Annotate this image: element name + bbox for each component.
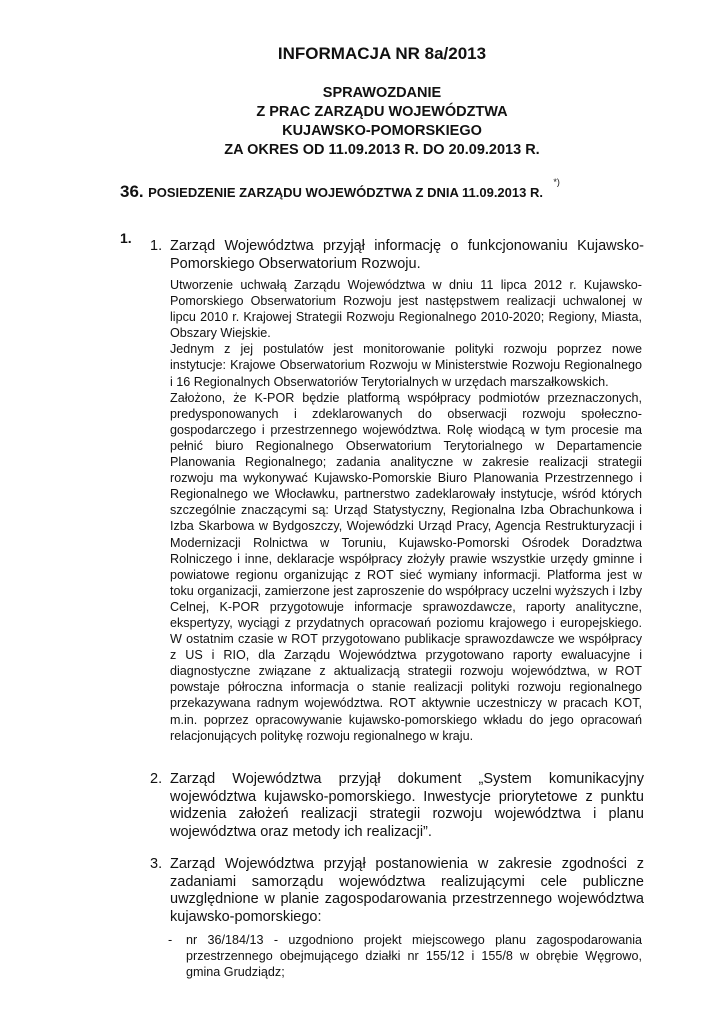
item-text: Zarząd Województwa przyjął informację o funkcjonowaniu Kujawsko-Pomorskiego Obserwatorium Rozwoju. [170, 238, 644, 272]
subtitle-line: KUJAWSKO-POMORSKIEGO [282, 123, 482, 139]
bullet-item [150, 932, 642, 980]
document-title: INFORMACJA NR 8a/2013 [277, 44, 487, 63]
section-heading [120, 176, 560, 202]
subtitle-line: Z PRAC ZARZĄDU WOJEWÓDZTWA [256, 104, 508, 120]
section-title: POSIEDZENIE ZARZĄDU WOJEWÓDZTWA Z DNIA 11.09.2013 R. [148, 185, 543, 200]
section-number: 36. [120, 182, 144, 201]
point-number: 1. [120, 230, 132, 246]
bullet-dash: - [168, 933, 173, 947]
item-number: 2. [150, 771, 163, 787]
detail-paragraph: Założono, że K-POR będzie platformą współpracy podmiotów przeznaczonych, predysponowanych i zdeklarowanych do obserwacji rozwoju społeczno-gospodarczego i przestrzennego województwa. Rolę wiodącą w tym procesie ma pełnić biuro Regionalnego Obserwatorium Terytorialnego w Departamencie Planowania Regionalnego; zadania analityczne w zakresie realizacji strategii rozwoju ma wykonywać Kujawsko-Pomorskie Biuro Planowania Przestrzennego i Regionalnego we Włocławku, partnerstwo zadeklarowały instytucje, wśród których szczególnie znaczącymi są: Urząd Statystyczny, Regionalna Izba Obrachunkowa i Izba Skarbowa w Bydgoszczy, Wojewódzki Urząd Pracy, Agencja Restrukturyzacji i Modernizacji Rolnictwa w Toruniu, Kujawsko-Pomorski Ośrodek Doradztwa Rolniczego i inne, deklaracje współpracy złożyły prawie wszystkie urzędy gminne i powiatowe regionu organizując z ROT sieć wymiany informacji. Platforma jest w toku organizacji, zamierzone jest zaproszenie do współpracy uczelni wyższych i Izby Celnej, K-POR przygotowuje informacje sprawozdawcze, raporty analityczne, ekspertyzy, wyciągi z przydatnych opracowań poziomu krajowego i europejskiego. W ostatnim czasie w ROT przygotowano publikacje sprawozdawcze we współpracy z US i RIO, dla Zarządu Województwa przygotowano raporty ewaluacyjne i diagnostyczne związane z aktualizacją strategii rozwoju województwa, w ROT powstaje półroczna informacja o stanie realizacji polityki rozwoju regionalnego przekazywana radnym województwa. ROT aktywnie uczestniczy w pracach KOT, m.in. poprzez opracowywanie kujawsko-pomorskiego wkładu do jego opracowań relacjonujących politykę rozwoju regionalnego w kraju. [170, 390, 642, 743]
item-number: 3. [150, 856, 163, 872]
detail-paragraph: Jednym z jej postulatów jest monitorowanie polityki rozwoju poprzez nowe instytucje: Krajowe Obserwatorium Rozwoju w Ministerstwie Rozwoju Regionalnego i 16 Regionalnych Obserwatoriów Terytorialnych w urzędach marszałkowskich. [170, 342, 642, 389]
item-text: Zarząd Województwa przyjął postanowienia w zakresie zgodności z zadaniami samorządu województwa realizującymi cele publiczne uwzględnione w planie zagospodarowania przestrzennego województwa kujawsko-pomorskiego: [170, 856, 644, 925]
list-item [150, 771, 644, 841]
item-number: 1. [150, 238, 163, 254]
item-text: Zarząd Województwa przyjął dokument „System komunikacyjny województwa kujawsko-pomorskiego. Inwestycje priorytetowe z punktu widzenia założeń realizacji strategii rozwoju województwa i planu województwa oraz metody ich realizacji”. [170, 771, 644, 840]
list-item [150, 856, 644, 926]
document-subtitle [0, 84, 724, 160]
list-item [150, 238, 644, 273]
detail-paragraph: Utworzenie uchwałą Zarządu Województwa w dniu 11 lipca 2012 r. Kujawsko-Pomorskiego Obserwatorium Rozwoju jest następstwem realizacji uchwalonej w lipcu 2010 r. Krajowej Strategii Rozwoju Regionalnego 2010-2020; Regiony, Miasta, Obszary Wiejskie. [170, 278, 642, 341]
bullet-text: nr 36/184/13 - uzgodniono projekt miejscowego planu zagospodarowania przestrzennego obejmującego działki nr 155/12 i 155/8 w obrębie Węgrowo, gmina Grudziądz; [186, 933, 642, 980]
item-details [170, 277, 642, 744]
subtitle-line: ZA OKRES OD 11.09.2013 R. DO 20.09.2013 R. [224, 142, 540, 158]
footnote-mark: *) [553, 176, 560, 187]
subtitle-line: SPRAWOZDANIE [322, 85, 442, 101]
